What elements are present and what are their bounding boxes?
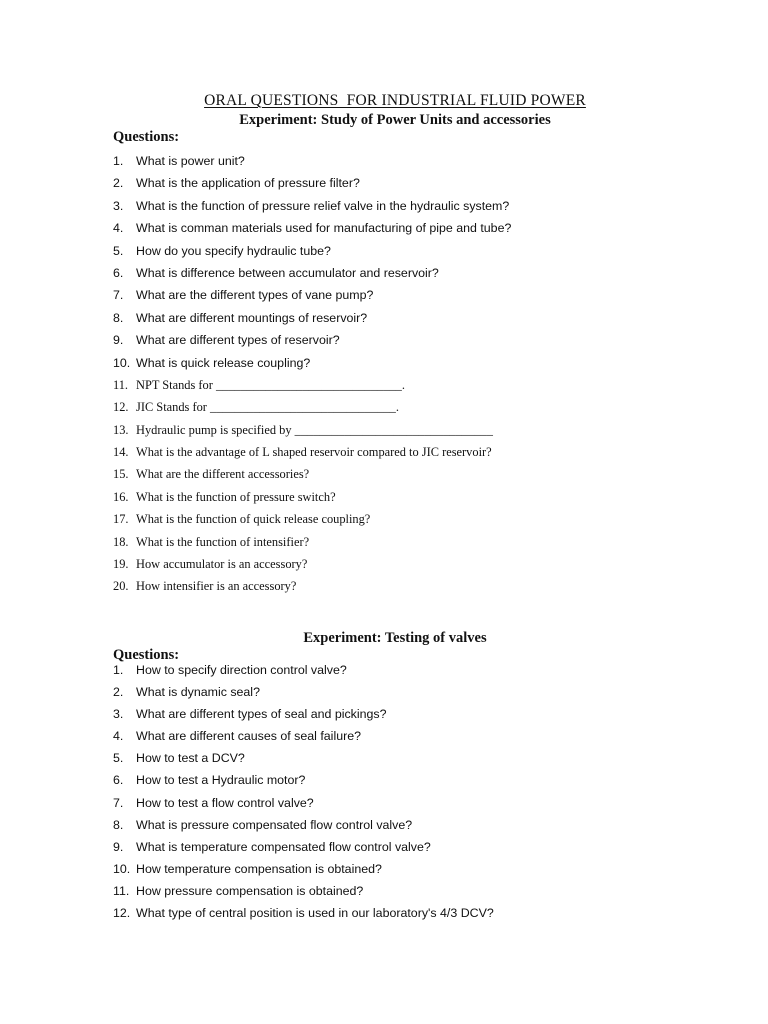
question-number: 3. <box>113 707 124 722</box>
question-number: 7. <box>113 795 124 810</box>
question-text: NPT Stands for ______________________________. <box>136 377 405 392</box>
list-item <box>113 884 494 906</box>
question-text: What is the function of intensifier? <box>136 534 310 549</box>
question-text: What are different causes of seal failure? <box>136 729 361 744</box>
list-item <box>113 288 511 310</box>
question-number: 4. <box>113 729 124 744</box>
question-text: How accumulator is an accessory? <box>136 557 308 572</box>
list-item <box>113 467 511 489</box>
question-text: What is difference between accumulator and reservoir? <box>136 265 439 280</box>
question-number: 14. <box>113 445 129 460</box>
question-text: What is the function of quick release coupling? <box>136 512 371 527</box>
list-item <box>113 796 494 818</box>
question-list-2 <box>113 663 494 928</box>
list-item <box>113 333 511 355</box>
question-number: 12. <box>113 400 129 415</box>
question-text: What is quick release coupling? <box>136 355 311 370</box>
question-text: How temperature compensation is obtained? <box>136 861 382 876</box>
list-item <box>113 176 511 198</box>
question-text: What is the advantage of L shaped reservoir compared to JIC reservoir? <box>136 445 492 460</box>
question-text: How intensifier is an accessory? <box>136 579 297 594</box>
question-text: What is the function of pressure switch? <box>136 489 336 504</box>
question-number: 1. <box>113 154 124 168</box>
question-number: 7. <box>113 288 124 303</box>
document-title: ORAL QUESTIONS FOR INDUSTRIAL FLUID POWER <box>204 92 586 109</box>
list-item <box>113 490 511 512</box>
question-text: What are different types of seal and pickings? <box>136 707 387 722</box>
list-item <box>113 557 511 579</box>
question-text: How pressure compensation is obtained? <box>136 883 364 898</box>
question-text: JIC Stands for ______________________________. <box>136 400 399 415</box>
list-item <box>113 244 511 266</box>
question-text: How to test a flow control valve? <box>136 795 314 810</box>
list-item <box>113 579 511 601</box>
question-number: 5. <box>113 243 124 258</box>
list-item <box>113 685 494 707</box>
list-item <box>113 862 494 884</box>
question-number: 4. <box>113 221 124 236</box>
question-text: What is pressure compensated flow control valve? <box>136 817 413 832</box>
question-number: 5. <box>113 751 124 766</box>
question-number: 20. <box>113 579 129 594</box>
question-text: How to specify direction control valve? <box>136 663 347 677</box>
question-number: 15. <box>113 467 129 482</box>
question-text: What type of central position is used in our laboratory's 4/3 DCV? <box>136 906 494 921</box>
question-number: 10. <box>113 355 131 370</box>
question-number: 2. <box>113 685 124 700</box>
list-item <box>113 773 494 795</box>
question-text: What are the different accessories? <box>136 467 310 482</box>
question-number: 19. <box>113 557 129 572</box>
question-text: What are the different types of vane pump? <box>136 288 374 303</box>
question-text: How to test a DCV? <box>136 751 245 766</box>
list-item <box>113 445 511 467</box>
list-item <box>113 154 511 176</box>
question-list-1 <box>113 154 511 602</box>
question-number: 11. <box>113 377 129 392</box>
question-number: 2. <box>113 176 124 191</box>
question-number: 9. <box>113 839 124 854</box>
question-text: What is the application of pressure filter? <box>136 176 360 191</box>
questions-heading-2: Questions: <box>113 647 180 663</box>
question-text: What are different mountings of reservoir? <box>136 310 368 325</box>
question-number: 16. <box>113 489 129 504</box>
question-number: 8. <box>113 310 124 325</box>
list-item <box>113 707 494 729</box>
list-item <box>113 378 511 400</box>
question-number: 17. <box>113 512 129 527</box>
question-text: What is the function of pressure relief valve in the hydraulic system? <box>136 198 510 213</box>
list-item <box>113 199 511 221</box>
question-text: What is power unit? <box>136 154 245 168</box>
list-item <box>113 906 494 928</box>
question-text: How to test a Hydraulic motor? <box>136 773 306 788</box>
list-item <box>113 840 494 862</box>
question-number: 6. <box>113 773 124 788</box>
list-item <box>113 311 511 333</box>
question-number: 1. <box>113 663 124 677</box>
question-number: 9. <box>113 333 124 348</box>
list-item <box>113 535 511 557</box>
question-number: 12. <box>113 906 131 921</box>
list-item <box>113 356 511 378</box>
question-text: What is comman materials used for manufacturing of pipe and tube? <box>136 221 512 236</box>
experiment-title-1: Experiment: Study of Power Units and accessories <box>239 112 551 128</box>
question-text: What are different types of reservoir? <box>136 333 340 348</box>
experiment-title-2: Experiment: Testing of valves <box>303 630 487 646</box>
list-item <box>113 221 511 243</box>
question-text: Hydraulic pump is specified by ________________________________ <box>136 422 493 437</box>
list-item <box>113 729 494 751</box>
list-item <box>113 751 494 773</box>
list-item <box>113 423 511 445</box>
question-number: 10. <box>113 861 131 876</box>
question-number: 11. <box>113 883 130 898</box>
question-text: What is temperature compensated flow control valve? <box>136 839 431 854</box>
question-number: 8. <box>113 817 124 832</box>
list-item <box>113 663 494 685</box>
list-item <box>113 266 511 288</box>
question-text: What is dynamic seal? <box>136 685 260 700</box>
questions-heading-1: Questions: <box>113 129 180 145</box>
question-text: How do you specify hydraulic tube? <box>136 243 331 258</box>
list-item <box>113 512 511 534</box>
question-number: 18. <box>113 534 129 549</box>
question-number: 3. <box>113 198 124 213</box>
list-item <box>113 818 494 840</box>
question-number: 13. <box>113 422 129 437</box>
list-item <box>113 400 511 422</box>
question-number: 6. <box>113 265 124 280</box>
